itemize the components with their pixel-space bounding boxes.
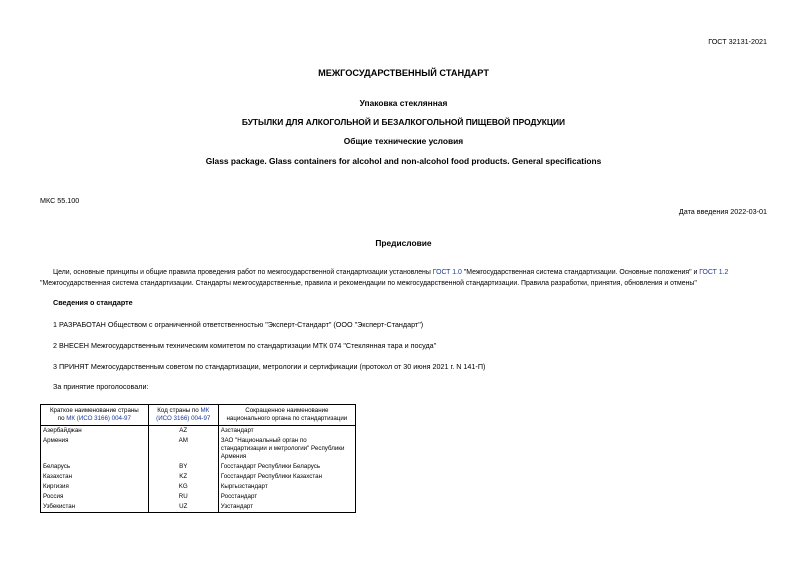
standard-info-heading: Сведения о стандарте <box>53 298 133 307</box>
document-code: ГОСТ 32131-2021 <box>708 37 767 46</box>
national-body-cell: Узстандарт <box>218 502 355 513</box>
national-body-cell: ЗАО "Национальный орган по стандартизации и метрологии" Республики Армения <box>218 436 355 462</box>
gost-1-2-link[interactable]: ГОСТ 1.2 <box>699 269 729 276</box>
document-main-title: БУТЫЛКИ ДЛЯ АЛКОГОЛЬНОЙ И БЕЗАЛКОГОЛЬНОЙ ПИЩЕВОЙ ПРОДУКЦИИ <box>241 117 566 127</box>
gost-1-0-link[interactable]: ГОСТ 1.0 <box>432 269 462 276</box>
info-item-adopted: 3 ПРИНЯТ Межгосударственным советом по стандартизации, метрологии и сертификации (протокол от 30 июня 2021 г. N 141-П) <box>53 362 486 371</box>
info-item-developed: 1 РАЗРАБОТАН Обществом с ограниченной ответственностью "Эксперт-Стандарт" (ООО "Эксперт-Стандарт") <box>53 320 424 329</box>
country-code-cell: KZ <box>148 472 218 482</box>
table-row <box>41 492 356 502</box>
mk-iso-3166-link[interactable]: МК (ИСО 3166) 004-97 <box>66 415 131 422</box>
column-header-country <box>41 405 149 426</box>
country-cell: Киргизия <box>41 482 149 492</box>
preface-text-2: "Межгосударственная система стандартизации. Основные положения" и <box>461 269 700 276</box>
preface-text-3: "Межгосударственная система стандартизации. Стандарты межгосударственные, правила и рекомендации по межгосударственной стандартизации. Правила разработки, принятия, обновления и отмены" <box>40 280 697 287</box>
country-cell: Армения <box>41 436 149 462</box>
country-cell: Узбекистан <box>41 502 149 513</box>
preface-paragraph <box>40 267 770 289</box>
national-body-cell: Госстандарт Республики Беларусь <box>218 462 355 472</box>
table-row <box>41 472 356 482</box>
document-english-title: Glass package. Glass containers for alcohol and non-alcohol food products. General specifications <box>205 156 602 166</box>
standard-type-heading: МЕЖГОСУДАРСТВЕННЫЙ СТАНДАРТ <box>318 68 489 78</box>
country-cell: Казахстан <box>41 472 149 482</box>
national-body-cell: Азстандарт <box>218 426 355 437</box>
column-header-code-prefix: Код страны по <box>157 407 201 414</box>
national-body-cell: Госстандарт Республики Казахстан <box>218 472 355 482</box>
column-header-body-line1: Сокращенное наименование <box>245 407 329 414</box>
country-code-cell: KG <box>148 482 218 492</box>
iso-3166-link[interactable]: (ИСО 3166) 004-97 <box>156 415 211 422</box>
document-subtitle: Упаковка стеклянная <box>359 98 448 108</box>
country-cell: Россия <box>41 492 149 502</box>
table-row <box>41 426 356 437</box>
country-cell: Азербайджан <box>41 426 149 437</box>
table-row <box>41 462 356 472</box>
column-header-code <box>148 405 218 426</box>
preface-text-1: Цели, основные принципы и общие правила проведения работ по межгосударственной стандартизации установлены <box>53 269 433 276</box>
preface-heading: Предисловие <box>375 238 432 248</box>
table-row <box>41 502 356 513</box>
mk-link[interactable]: МК <box>200 407 210 414</box>
country-code-cell: UZ <box>148 502 218 513</box>
country-code-cell: AM <box>148 436 218 462</box>
table-row <box>41 482 356 492</box>
country-cell: Беларусь <box>41 462 149 472</box>
table-row <box>41 436 356 462</box>
column-header-country-prefix: по <box>57 415 67 422</box>
national-body-cell: Кыргызстандарт <box>218 482 355 492</box>
country-code-cell: BY <box>148 462 218 472</box>
country-code-cell: RU <box>148 492 218 502</box>
country-code-cell: AZ <box>148 426 218 437</box>
column-header-country-line1: Краткое наименование страны <box>49 407 139 414</box>
column-header-body-line2: национального органа по стандартизации <box>226 415 348 422</box>
column-header-national-body <box>218 405 355 426</box>
document-conditions-title: Общие технические условия <box>343 136 464 146</box>
voted-for-label: За принятие проголосовали: <box>53 382 149 391</box>
introduction-date: Дата введения 2022-03-01 <box>678 207 767 216</box>
info-item-introduced: 2 ВНЕСЕН Межгосударственным техническим комитетом по стандартизации МТК 074 "Стеклянная тара и посуда" <box>53 341 437 350</box>
table-header-row <box>41 405 356 426</box>
national-body-cell: Росстандарт <box>218 492 355 502</box>
voting-countries-table <box>40 404 356 513</box>
mks-code: МКС 55.100 <box>40 196 80 205</box>
